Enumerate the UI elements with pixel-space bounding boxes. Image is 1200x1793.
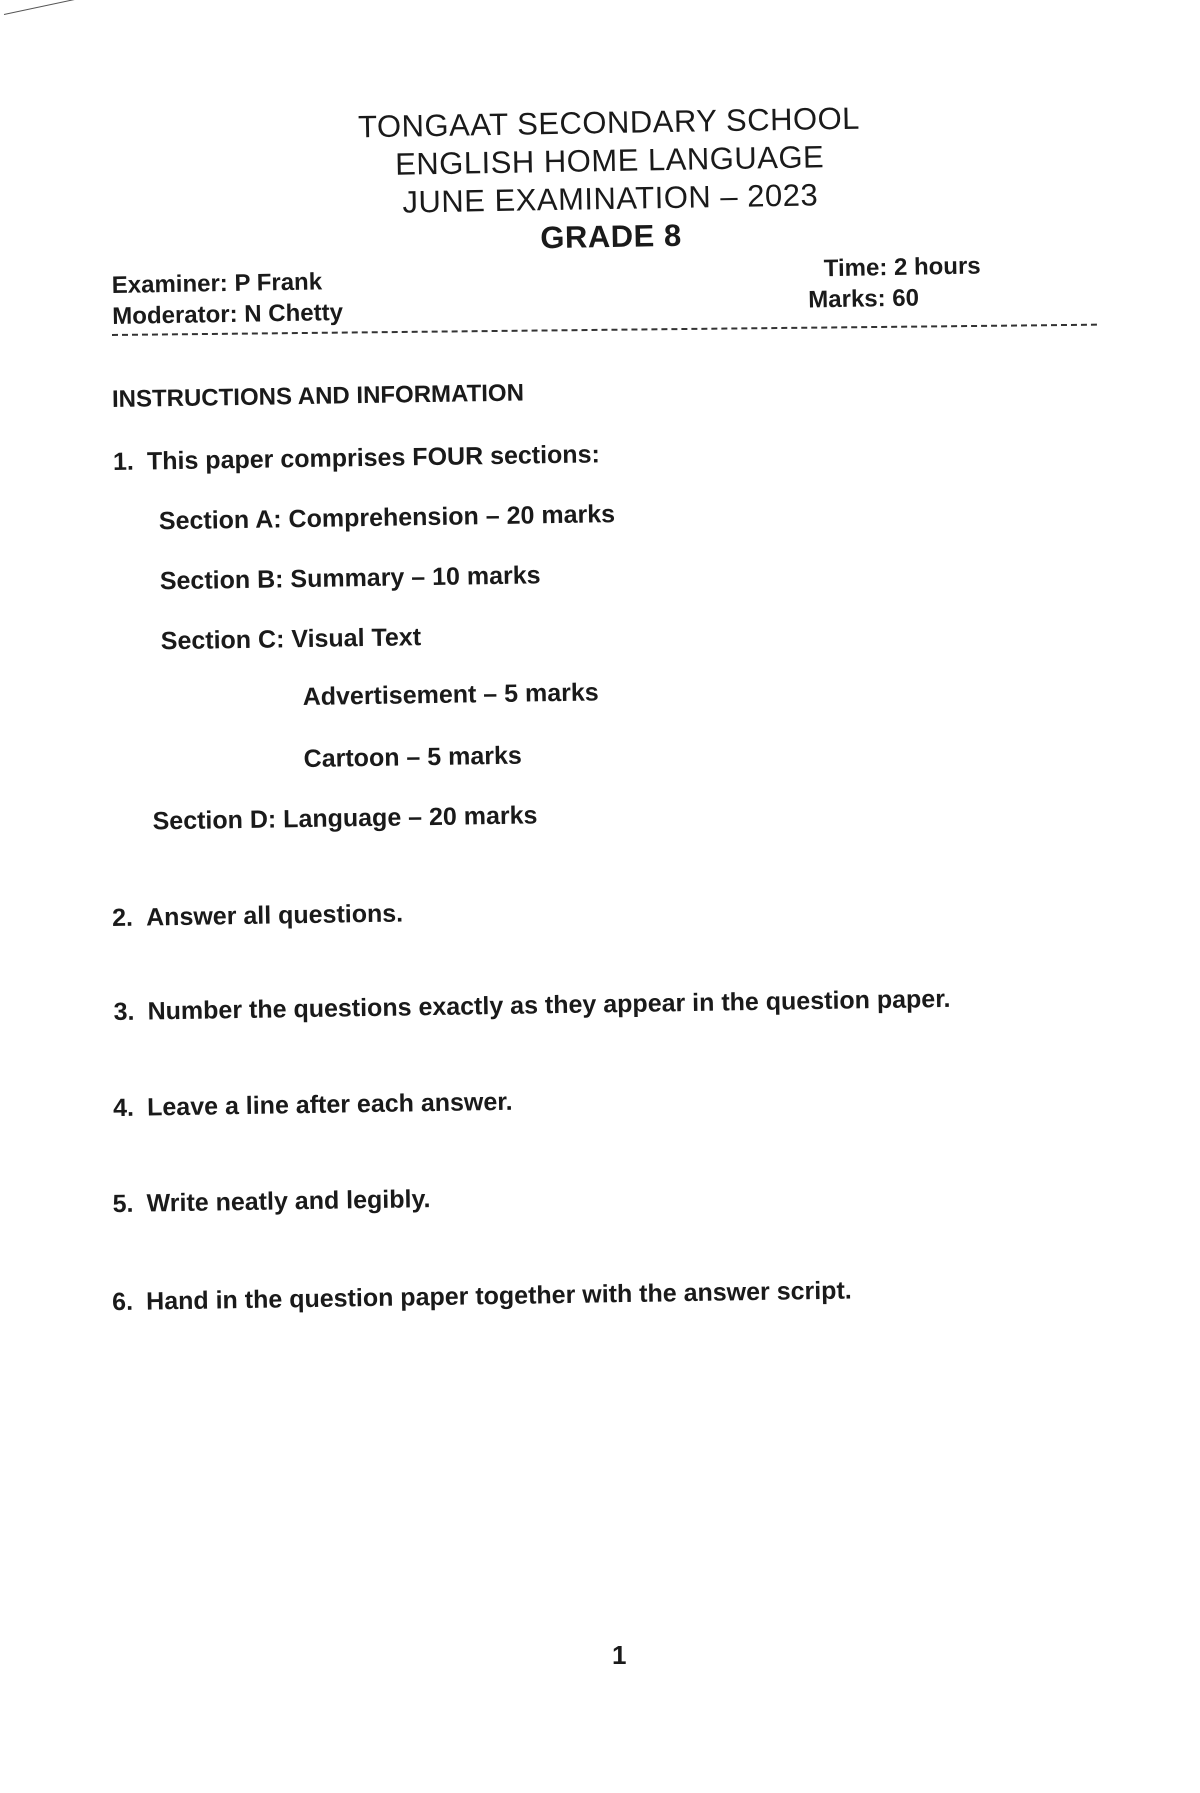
total-marks: Marks: 60 [808,284,920,314]
section-a: Section A: Comprehension – 20 marks [158,500,616,536]
page-number: 1 [612,1640,627,1670]
instruction-item [112,1276,852,1317]
instruction-item [112,1185,430,1219]
instruction-text: Hand in the question paper together with the answer script. [145,1276,852,1316]
moderator: Moderator: N Chetty [112,298,344,331]
section-c: Section C: Visual Text [160,623,422,656]
instruction-text: Leave a line after each answer. [146,1087,513,1122]
subject-title: ENGLISH HOME LANGUAGE [394,139,825,182]
instruction-text: Number the questions exactly as they appear in the question paper. [147,984,951,1026]
instruction-number: 4. [112,1093,135,1123]
instruction-item [112,899,403,933]
instructions-heading: INSTRUCTIONS AND INFORMATION [111,379,525,413]
instruction-item [113,985,950,1027]
instruction-number: 5. [112,1189,134,1219]
grade-title: GRADE 8 [540,217,682,256]
exam-title: JUNE EXAMINATION – 2023 [402,177,819,220]
instruction-number: 3. [113,997,135,1027]
instruction-item [113,1088,513,1123]
section-c-advertisement: Advertisement – 5 marks [302,678,599,712]
instruction-number: 2. [111,903,134,933]
time-allowed: Time: 2 hours [823,252,981,283]
instruction-text: Answer all questions. [145,899,404,932]
instruction-item [113,440,600,477]
instruction-text: This paper comprises FOUR sections: [146,440,601,476]
instruction-text: Write neatly and legibly. [146,1185,431,1218]
section-c-cartoon: Cartoon – 5 marks [303,741,522,774]
examiner: Examiner: P Frank [111,268,323,300]
section-d: Section D: Language – 20 marks [152,801,538,836]
instruction-number: 1. [112,447,135,476]
school-name: TONGAAT SECONDARY SCHOOL [357,100,861,145]
instruction-number: 6. [111,1287,134,1317]
section-b: Section B: Summary – 10 marks [159,561,541,596]
